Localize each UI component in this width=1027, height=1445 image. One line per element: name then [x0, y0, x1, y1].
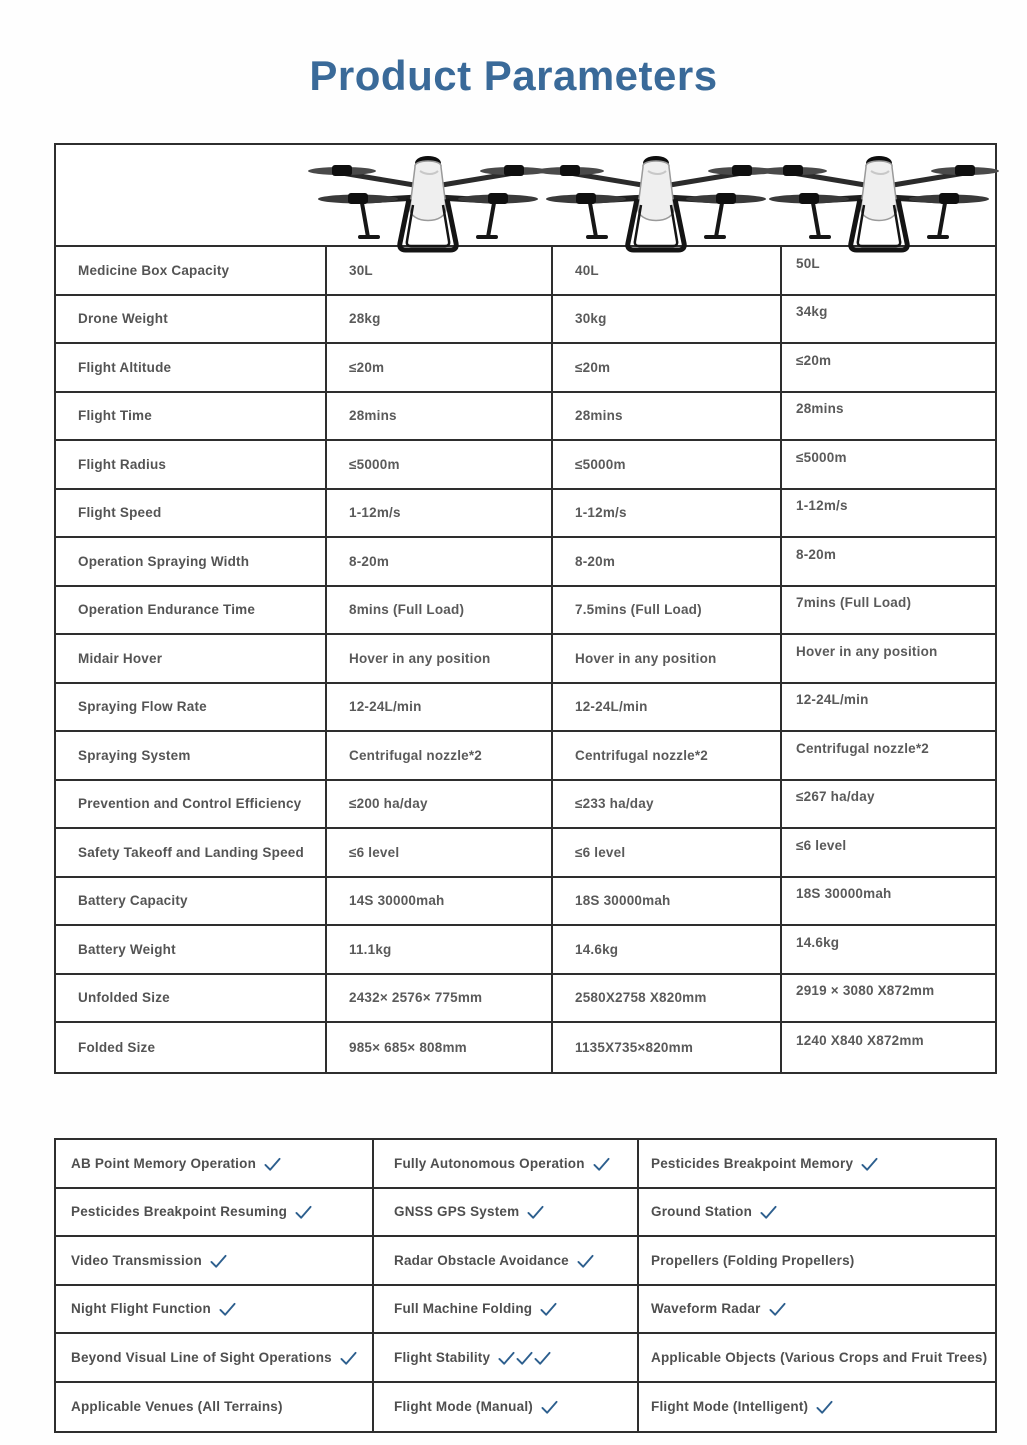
- table-row: [56, 1023, 995, 1072]
- table-row: [56, 441, 995, 490]
- spec-value: [780, 878, 995, 925]
- cell-text: Hover in any position: [796, 643, 938, 659]
- spec-row-label: [56, 538, 325, 585]
- spec-value: [325, 926, 551, 973]
- spec-value: [551, 344, 780, 391]
- spec-value: [780, 587, 995, 634]
- spec-row-label: [56, 684, 325, 731]
- spec-value: [551, 635, 780, 682]
- spec-value: [551, 538, 780, 585]
- spec-row-label: [56, 247, 325, 294]
- spec-row-label: [56, 732, 325, 779]
- spec-row-label: [56, 781, 325, 828]
- spec-value: [780, 732, 995, 779]
- spec-value: [780, 296, 995, 343]
- cell-text: 2919 × 3080 X872mm: [796, 983, 935, 999]
- cell-text: 14.6kg: [575, 941, 619, 957]
- feature-label: Flight Mode (Manual): [394, 1399, 533, 1415]
- spec-row-label: [56, 296, 325, 343]
- feature-item: [56, 1237, 372, 1284]
- spec-value: [780, 684, 995, 731]
- cell-text: 40L: [575, 262, 599, 278]
- cell-text: Battery Capacity: [78, 893, 188, 909]
- feature-label: AB Point Memory Operation: [71, 1155, 257, 1171]
- cell-text: 7mins (Full Load): [796, 595, 912, 611]
- table-row: [56, 538, 995, 587]
- spec-row-label: [56, 587, 325, 634]
- spec-table-body: [56, 247, 995, 1072]
- cell-text: 7.5mins (Full Load): [575, 602, 702, 618]
- cell-text: ≤5000m: [575, 456, 626, 472]
- check-icon: [541, 1400, 558, 1415]
- cell-text: 1-12m/s: [575, 505, 627, 521]
- cell-text: Safety Takeoff and Landing Speed: [78, 844, 304, 860]
- table-row: [56, 975, 995, 1024]
- feature-item: [637, 1140, 995, 1187]
- feature-item: [56, 1140, 372, 1187]
- features-table: [54, 1138, 997, 1433]
- spec-row-label: [56, 441, 325, 488]
- feature-label: Flight Stability: [394, 1349, 491, 1365]
- feature-label: GNSS GPS System: [394, 1204, 520, 1220]
- cell-text: 8-20m: [349, 553, 390, 569]
- cell-text: 30kg: [575, 311, 607, 327]
- check-icon: [816, 1400, 833, 1415]
- spec-value: [551, 587, 780, 634]
- feature-row: [56, 1334, 995, 1383]
- cell-text: Battery Weight: [78, 941, 176, 957]
- cell-text: Unfolded Size: [78, 990, 170, 1006]
- table-row: [56, 635, 995, 684]
- feature-item: [637, 1237, 995, 1284]
- spec-value: [551, 490, 780, 537]
- cell-text: 18S 30000mah: [575, 893, 671, 909]
- cell-text: ≤267 ha/day: [796, 789, 875, 805]
- cell-text: 8mins (Full Load): [349, 602, 465, 618]
- drone-illustration: [308, 147, 548, 259]
- cell-text: 28kg: [349, 311, 381, 327]
- feature-item: [56, 1189, 372, 1236]
- table-row: [56, 926, 995, 975]
- feature-item: [372, 1189, 637, 1236]
- check-icon: [861, 1157, 878, 1172]
- spec-row-label: [56, 975, 325, 1022]
- check-icon: [516, 1351, 533, 1366]
- feature-item: [372, 1383, 637, 1432]
- drone-image-row: [56, 145, 995, 247]
- cell-text: Centrifugal nozzle*2: [796, 740, 930, 756]
- spec-value: [780, 781, 995, 828]
- spec-row-label: [56, 344, 325, 391]
- drone-image-50l: [759, 147, 999, 264]
- feature-item: [372, 1237, 637, 1284]
- cell-text: 30L: [349, 262, 373, 278]
- cell-text: 12-24L/min: [575, 699, 648, 715]
- spec-value: [325, 393, 551, 440]
- feature-label: Applicable Objects (Various Crops and Fruit Trees): [651, 1349, 988, 1365]
- cell-text: 2580X2758 X820mm: [575, 990, 707, 1006]
- check-icon: [534, 1351, 551, 1366]
- spec-value: [780, 490, 995, 537]
- check-icon: [540, 1302, 557, 1317]
- check-icon: [577, 1254, 594, 1269]
- feature-label: Beyond Visual Line of Sight Operations: [71, 1349, 332, 1365]
- cell-text: Midair Hover: [78, 650, 163, 666]
- cell-text: ≤6 level: [796, 837, 847, 853]
- spec-value: [325, 344, 551, 391]
- spec-value: [551, 781, 780, 828]
- cell-text: Prevention and Control Efficiency: [78, 796, 302, 812]
- cell-text: Hover in any position: [349, 650, 491, 666]
- cell-text: 28mins: [575, 408, 623, 424]
- cell-text: Centrifugal nozzle*2: [349, 747, 483, 763]
- cell-text: Folded Size: [78, 1039, 156, 1055]
- feature-item: [372, 1286, 637, 1333]
- cell-text: 28mins: [349, 408, 397, 424]
- spec-value: [325, 975, 551, 1022]
- feature-label: Radar Obstacle Avoidance: [394, 1252, 569, 1268]
- spec-value: [325, 538, 551, 585]
- table-row: [56, 344, 995, 393]
- cell-text: 8-20m: [796, 546, 837, 562]
- spec-row-label: [56, 829, 325, 876]
- feature-row: [56, 1189, 995, 1238]
- cell-text: 985× 685× 808mm: [349, 1039, 467, 1055]
- spec-value: [780, 926, 995, 973]
- feature-label: Night Flight Function: [71, 1301, 211, 1317]
- spec-value: [780, 538, 995, 585]
- check-icon: [340, 1351, 357, 1366]
- feature-label: Video Transmission: [71, 1252, 202, 1268]
- spec-value: [325, 635, 551, 682]
- spec-table: [54, 143, 997, 1074]
- feature-item: [56, 1286, 372, 1333]
- cell-text: ≤6 level: [349, 844, 400, 860]
- feature-label: Applicable Venues (All Terrains): [71, 1399, 283, 1415]
- cell-text: 1240 X840 X872mm: [796, 1032, 924, 1048]
- spec-row-label: [56, 926, 325, 973]
- spec-value: [551, 296, 780, 343]
- spec-value: [780, 829, 995, 876]
- cell-text: 18S 30000mah: [796, 886, 892, 902]
- check-icon: [527, 1205, 544, 1220]
- cell-text: 14S 30000mah: [349, 893, 445, 909]
- spec-value: [780, 635, 995, 682]
- spec-value: [325, 587, 551, 634]
- cell-text: Spraying System: [78, 747, 191, 763]
- table-row: [56, 781, 995, 830]
- cell-text: 34kg: [796, 304, 828, 320]
- cell-text: 28mins: [796, 401, 844, 417]
- spec-value: [325, 732, 551, 779]
- feature-row: [56, 1237, 995, 1286]
- cell-text: Operation Spraying Width: [78, 553, 250, 569]
- feature-row: [56, 1140, 995, 1189]
- table-row: [56, 732, 995, 781]
- spec-value: [780, 975, 995, 1022]
- feature-row: [56, 1383, 995, 1432]
- feature-item: [637, 1383, 995, 1432]
- check-icon: [760, 1205, 777, 1220]
- cell-text: ≤5000m: [349, 456, 400, 472]
- cell-text: Spraying Flow Rate: [78, 699, 207, 715]
- drone-image-30l: [308, 147, 548, 264]
- feature-row: [56, 1286, 995, 1335]
- feature-item: [637, 1286, 995, 1333]
- cell-text: ≤6 level: [575, 844, 626, 860]
- check-icon: [219, 1302, 236, 1317]
- cell-text: Centrifugal nozzle*2: [575, 747, 709, 763]
- spec-row-label: [56, 878, 325, 925]
- cell-text: ≤20m: [349, 359, 385, 375]
- table-row: [56, 829, 995, 878]
- feature-item: [56, 1383, 372, 1432]
- spec-value: [325, 441, 551, 488]
- cell-text: 8-20m: [575, 553, 616, 569]
- spec-value: [551, 732, 780, 779]
- table-row: [56, 393, 995, 442]
- cell-text: ≤20m: [796, 352, 832, 368]
- table-row: [56, 684, 995, 733]
- spec-value: [551, 1023, 780, 1072]
- feature-label: Pesticides Breakpoint Memory: [651, 1155, 854, 1171]
- cell-text: 1135X735×820mm: [575, 1039, 694, 1055]
- drone-illustration: [759, 147, 999, 259]
- feature-label: Propellers (Folding Propellers): [651, 1252, 855, 1268]
- check-icon: [498, 1351, 515, 1366]
- spec-row-label: [56, 393, 325, 440]
- features-table-body: [56, 1140, 995, 1431]
- spec-value: [780, 344, 995, 391]
- spec-value: [551, 441, 780, 488]
- spec-value: [325, 781, 551, 828]
- cell-text: Drone Weight: [78, 311, 168, 327]
- cell-text: Flight Speed: [78, 505, 162, 521]
- cell-text: ≤5000m: [796, 449, 847, 465]
- check-icon: [295, 1205, 312, 1220]
- cell-text: ≤200 ha/day: [349, 796, 428, 812]
- spec-value: [780, 441, 995, 488]
- feature-label: Ground Station: [651, 1204, 753, 1220]
- feature-item: [637, 1189, 995, 1236]
- spec-row-label: [56, 635, 325, 682]
- spec-value: [325, 1023, 551, 1072]
- spec-value: [551, 878, 780, 925]
- spec-value: [780, 1023, 995, 1072]
- spec-row-label: [56, 490, 325, 537]
- spec-value: [551, 393, 780, 440]
- page-title: Product Parameters: [309, 52, 718, 99]
- table-row: [56, 587, 995, 636]
- spec-value: [325, 878, 551, 925]
- cell-text: 11.1kg: [349, 941, 392, 957]
- cell-text: 2432× 2576× 775mm: [349, 990, 483, 1006]
- feature-item: [637, 1334, 995, 1381]
- spec-value: [325, 829, 551, 876]
- check-icon: [210, 1254, 227, 1269]
- check-icon: [769, 1302, 786, 1317]
- table-row: [56, 490, 995, 539]
- spec-value: [325, 296, 551, 343]
- cell-text: 12-24L/min: [349, 699, 422, 715]
- feature-item: [372, 1334, 637, 1381]
- drone-illustration: [536, 147, 776, 259]
- cell-text: ≤233 ha/day: [575, 796, 654, 812]
- cell-text: Operation Endurance Time: [78, 602, 256, 618]
- feature-item: [56, 1334, 372, 1381]
- feature-label: Fully Autonomous Operation: [394, 1155, 585, 1171]
- spec-value: [780, 393, 995, 440]
- table-row: [56, 878, 995, 927]
- spec-value: [551, 975, 780, 1022]
- cell-text: 1-12m/s: [349, 505, 401, 521]
- check-icon: [264, 1157, 281, 1172]
- feature-label: Waveform Radar: [651, 1301, 761, 1317]
- cell-text: 14.6kg: [796, 934, 840, 950]
- spec-value: [325, 490, 551, 537]
- drone-image-40l: [536, 147, 776, 264]
- cell-text: ≤20m: [575, 359, 611, 375]
- spec-value: [325, 684, 551, 731]
- cell-text: 1-12m/s: [796, 498, 848, 514]
- spec-value: [551, 926, 780, 973]
- cell-text: Medicine Box Capacity: [78, 262, 230, 278]
- spec-row-label: [56, 1023, 325, 1072]
- feature-item: [372, 1140, 637, 1187]
- cell-text: Flight Radius: [78, 456, 167, 472]
- cell-text: 50L: [796, 255, 820, 271]
- spec-value: [551, 684, 780, 731]
- cell-text: Hover in any position: [575, 650, 717, 666]
- cell-text: 12-24L/min: [796, 692, 869, 708]
- feature-label: Pesticides Breakpoint Resuming: [71, 1204, 288, 1220]
- cell-text: Flight Time: [78, 408, 152, 424]
- spec-value: [551, 829, 780, 876]
- cell-text: Flight Altitude: [78, 359, 172, 375]
- feature-label: Flight Mode (Intelligent): [651, 1399, 809, 1415]
- feature-label: Full Machine Folding: [394, 1301, 533, 1317]
- check-icon: [593, 1157, 610, 1172]
- table-row: [56, 296, 995, 345]
